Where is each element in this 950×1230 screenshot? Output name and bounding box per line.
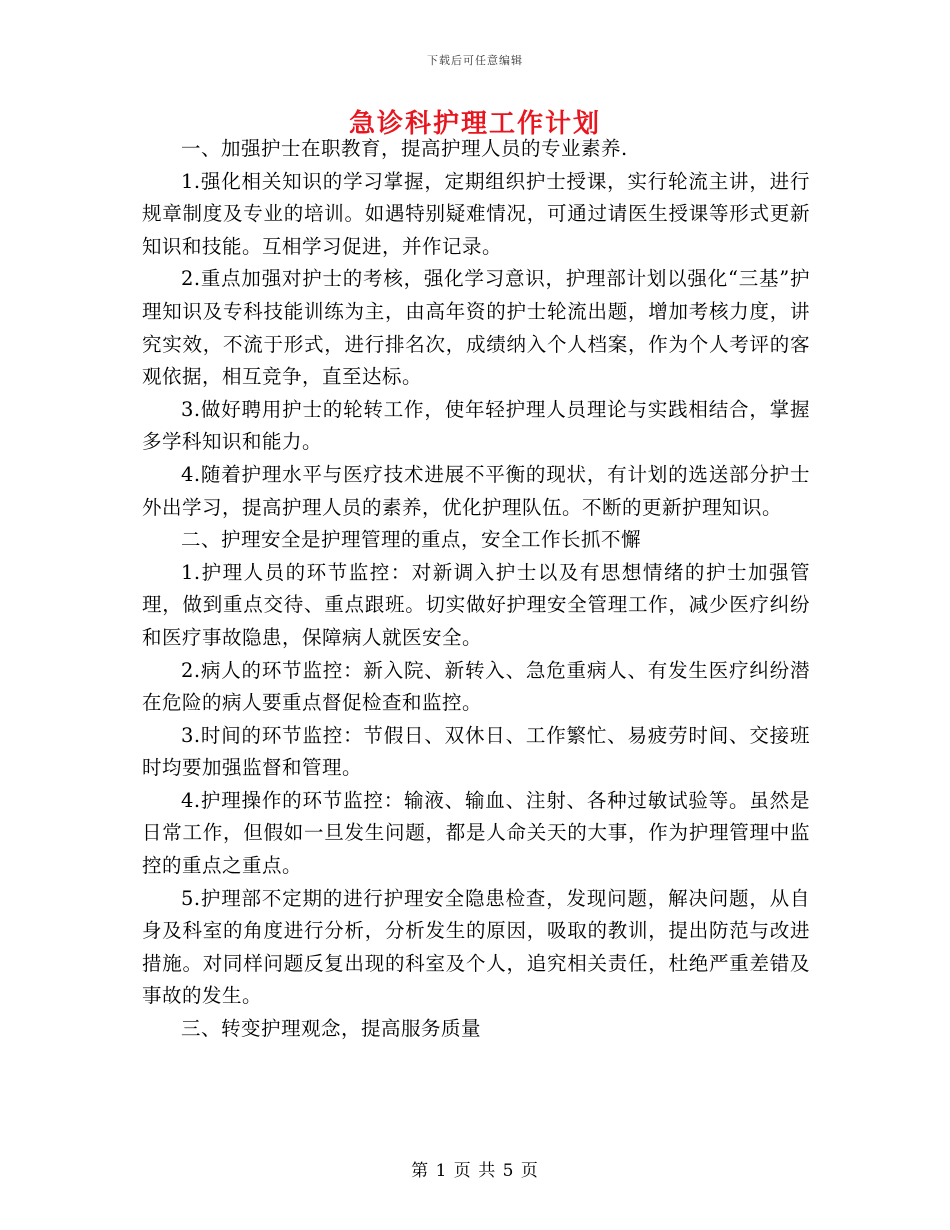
paragraph: 2.病人的环节监控：新入院、新转入、急危重病人、有发生医疗纠纷潜在危险的病人要重点督促检查和监控。 [142, 658, 810, 715]
section-heading-3: 三、转变护理观念，提高服务质量 [181, 1017, 482, 1041]
section-heading-2: 二、护理安全是护理管理的重点，安全工作长抓不懈 [181, 528, 642, 552]
paragraph: 4.随着护理水平与医疗技术进展不平衡的现状，有计划的选送部分护士外出学习，提高护理人员的素养，优化护理队伍。不断的更新护理知识。 [142, 462, 810, 519]
header-note: 下载后可任意编辑 [427, 54, 523, 67]
document-body [142, 133, 810, 1046]
section-heading-1: 一、加强护士在职教育，提高护理人员的专业素养. [181, 137, 628, 160]
paragraph: 5.护理部不定期的进行护理安全隐患检查，发现问题，解决问题，从自身及科室的角度进行分析，分析发生的原因，吸取的教训，提出防范与改进措施。对同样问题反复出现的科室及个人，追究相关责任，杜绝严重差错及事故的发生。 [142, 886, 810, 1008]
page-footer [0, 1156, 950, 1181]
paragraph: 1.护理人员的环节监控：对新调入护士以及有思想情绪的护士加强管理，做到重点交待、重点跟班。切实做好护理安全管理工作，减少医疗纠纷和医疗事故隐患，保障病人就医安全。 [142, 560, 810, 649]
paragraph: 1.强化相关知识的学习掌握，定期组织护士授课，实行轮流主讲，进行规章制度及专业的培训。如遇特别疑难情况，可通过请医生授课等形式更新知识和技能。互相学习促进，并作记录。 [142, 169, 810, 258]
paragraph: 3.时间的环节监控：节假日、双休日、工作繁忙、易疲劳时间、交接班时均要加强监督和管理。 [142, 723, 810, 780]
paragraph: 3.做好聘用护士的轮转工作，使年轻护理人员理论与实践相结合，掌握多学科知识和能力。 [142, 397, 810, 454]
page-number-label: 第 1 页 共 5 页 [411, 1161, 539, 1181]
paragraph: 4.护理操作的环节监控：输液、输血、注射、各种过敏试验等。虽然是日常工作，但假如一旦发生问题，都是人命关天的大事，作为护理管理中监控的重点之重点。 [142, 788, 810, 878]
document-title: 急诊科护理工作计划 [348, 109, 601, 139]
paragraph: 2.重点加强对护士的考核，强化学习意识，护理部计划以强化“三基”护理知识及专科技能训练为主，由高年资的护士轮流出题，增加考核力度，讲究实效，不流于形式，进行排名次，成绩纳入个人档案，作为个人考评的客观依据，相互竞争，直至达标。 [142, 267, 810, 389]
